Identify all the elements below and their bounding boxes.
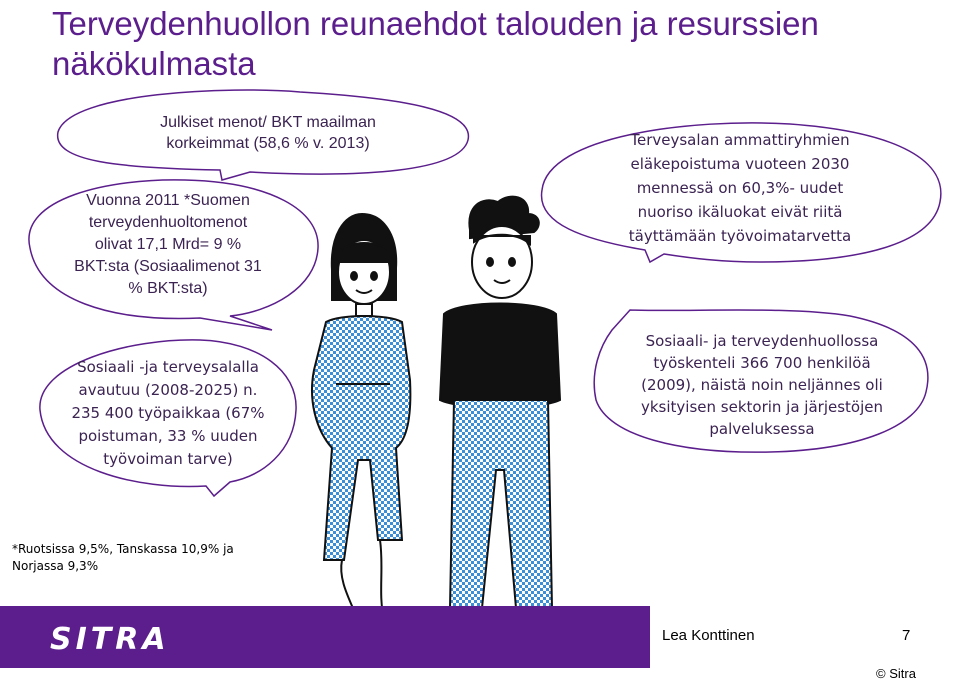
bubble-bottom-left-text [46,356,290,471]
page-title: Terveydenhuollon reunaehdot talouden ja resurssien näkökulmasta [52,5,819,82]
bubble-line: eläkepoistuma vuoteen 2030 [630,155,850,173]
bubble-line: (2009), näistä noin neljännes oli [641,376,883,394]
footnote [12,541,234,575]
man-figure [440,197,560,608]
footnote-line: *Ruotsissa 9,5%, Tanskassa 10,9% ja [12,542,234,556]
bubble-line: palveluksessa [709,420,815,438]
bubble-top-right-text [590,128,890,248]
bubble-line: työvoiman tarve) [103,450,233,468]
bubble-line: terveydenhuoltomenot [88,214,248,231]
bubble-line: BKT:sta (Sosiaalimenot 31 [74,258,262,275]
bubble-line: poistuman, 33 % uuden [78,427,258,445]
bubble-line: Sosiaali- ja terveydenhuollossa [645,332,879,350]
bubble-line: Sosiaali -ja terveysalalla [77,358,259,376]
bubble-line: Vuonna 2011 *Suomen [86,192,250,209]
bubble-line: työskenteli 366 700 henkilöä [653,354,871,372]
page-number: 7 [902,627,911,644]
bubble-bottom-right-text [612,330,912,440]
bubble-top-center-text [118,112,418,154]
bubble-line: 235 400 työpaikkaa (67% [71,404,265,422]
copyright: © Sitra [876,666,916,681]
sitra-logo: SITRA [50,622,170,657]
bubble-line: % BKT:sta) [128,280,208,297]
author-name: Lea Konttinen [662,627,755,644]
bubble-line: avautuu (2008-2025) n. [78,381,258,399]
bubble-line: täyttämään työvoimatarvetta [628,227,852,245]
bubble-line: nuoriso ikäluokat eivät riitä [637,203,843,221]
footnote-line: Norjassa 9,3% [12,559,99,573]
bubble-top-left-text [48,190,288,300]
woman-figure [312,214,410,620]
bubble-line: olivat 17,1 Mrd= 9 % [94,236,242,253]
bubble-line: Terveysalan ammattiryhmien [630,131,850,149]
bubble-line: mennessä on 60,3%- uudet [636,179,844,197]
bubble-line: Julkiset menot/ BKT maailman [160,114,376,131]
bubble-line: yksityisen sektorin ja järjestöjen [640,398,883,416]
bubble-line: korkeimmat (58,6 % v. 2013) [166,135,370,152]
footer-info-box [650,606,960,668]
